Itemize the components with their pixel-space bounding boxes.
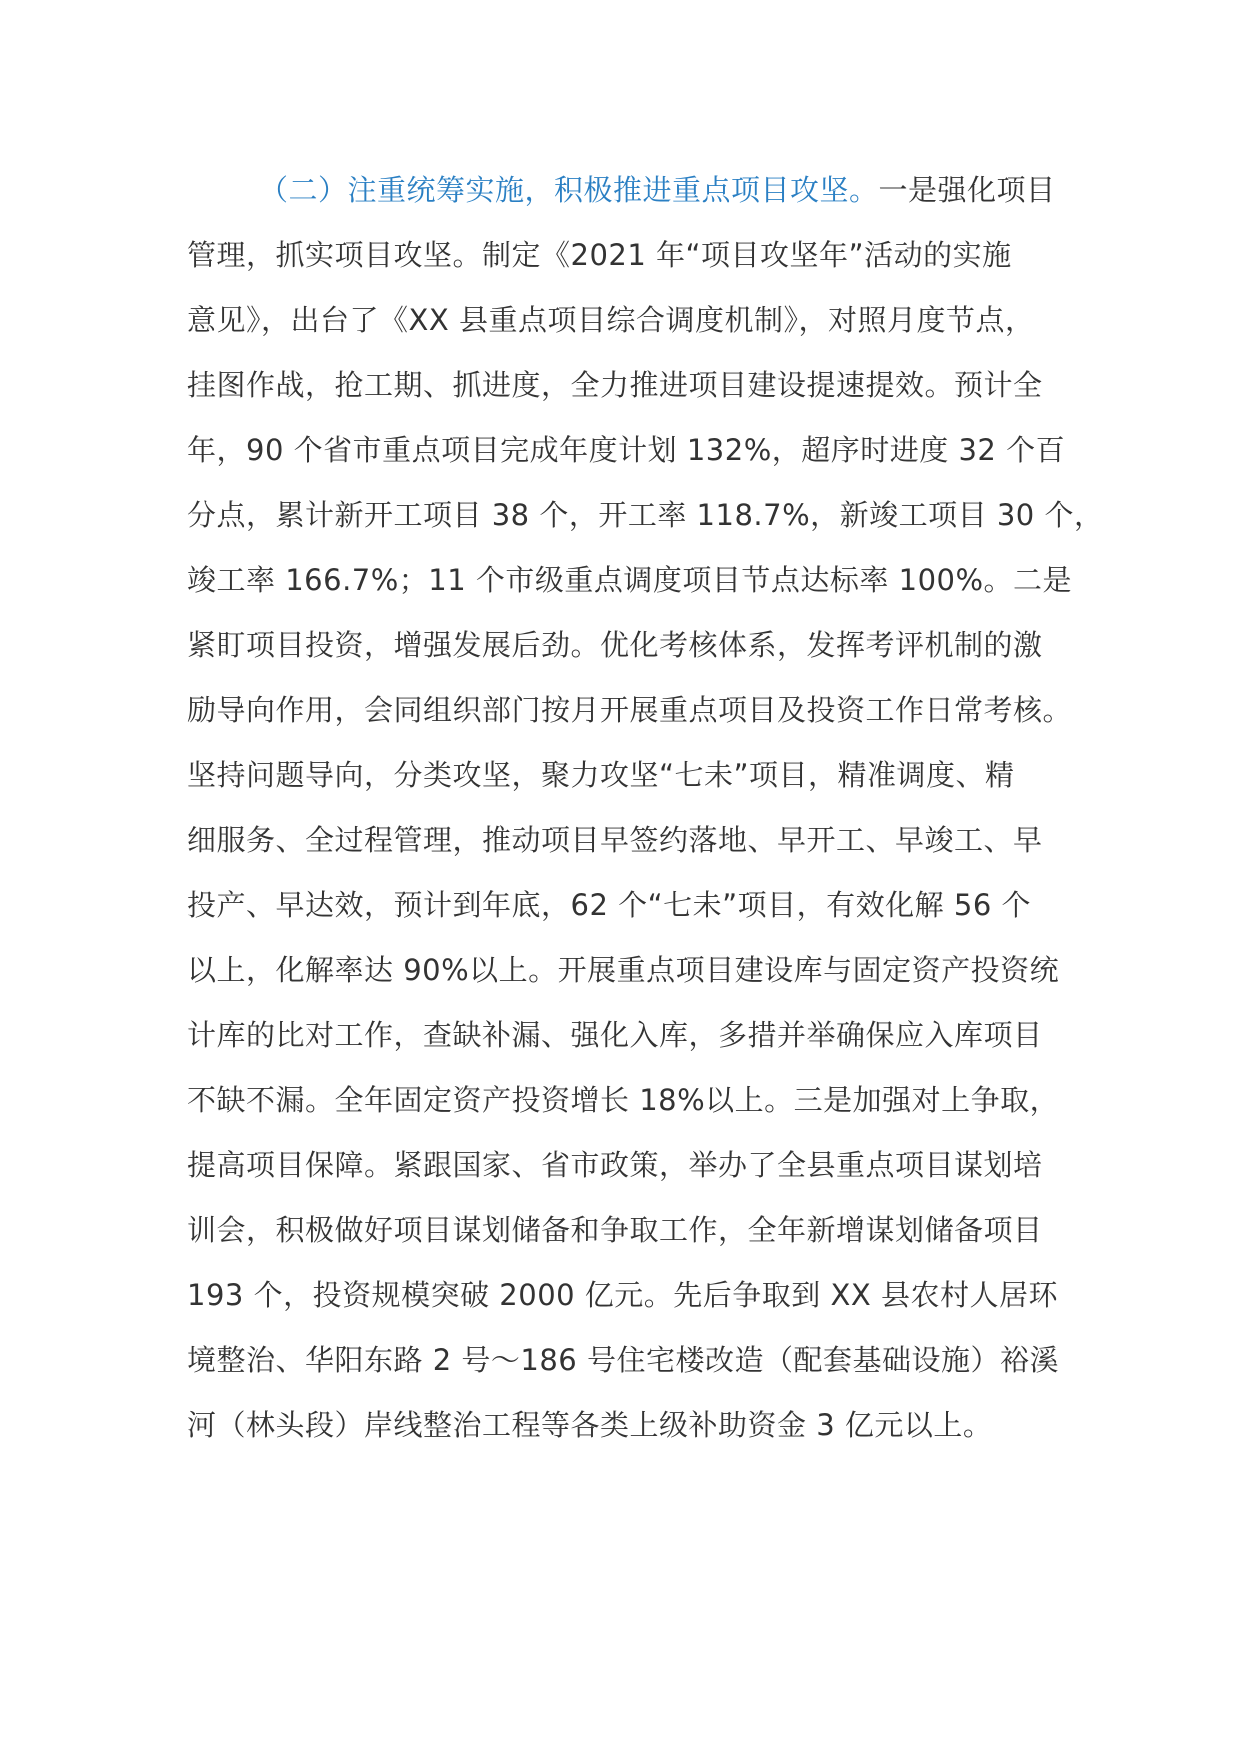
paragraph-line: 年，90 个省市重点项目完成年度计划 132%，超序时进度 32 个百 [187, 433, 1066, 467]
section-heading: （二）注重统筹实施，积极推进重点项目攻坚。 [259, 173, 879, 207]
paragraph-line: 紧盯项目投资，增强发展后劲。优化考核体系，发挥考评机制的激 [187, 628, 1043, 662]
paragraph-line: 不缺不漏。全年固定资产投资增长 18%以上。三是加强对上争取， [187, 1083, 1060, 1117]
paragraph-line: 河（林头段）岸线整治工程等各类上级补助资金 3 亿元以上。 [187, 1408, 993, 1442]
paragraph-text: 一是强化项目 [878, 173, 1056, 207]
document-body [187, 170, 1104, 1470]
paragraph-line: 管理，抓实项目攻坚。制定《2021 年“项目攻坚年”活动的实施 [187, 238, 1012, 272]
paragraph-line: 境整治、华阳东路 2 号～186 号住宅楼改造（配套基础设施）裕溪 [187, 1343, 1059, 1377]
paragraph-line: 细服务、全过程管理，推动项目早签约落地、早开工、早竣工、早 [187, 823, 1043, 857]
paragraph-line: 分点，累计新开工项目 38 个，开工率 118.7%，新竣工项目 30 个， [187, 498, 1104, 532]
paragraph-line: 计库的比对工作，查缺补漏、强化入库，多措并举确保应入库项目 [187, 1018, 1043, 1052]
paragraph-line: 193 个，投资规模突破 2000 亿元。先后争取到 XX 县农村人居环 [187, 1278, 1058, 1312]
paragraph-line: 竣工率 166.7%；11 个市级重点调度项目节点达标率 100%。二是 [187, 563, 1073, 597]
paragraph-line: 投产、早达效，预计到年底，62 个“七未”项目，有效化解 56 个 [187, 888, 1032, 922]
paragraph-line-1 [187, 170, 1067, 235]
paragraph-line: 坚持问题导向，分类攻坚，聚力攻坚“七未”项目，精准调度、精 [187, 758, 1015, 792]
paragraph-line: 挂图作战，抢工期、抓进度，全力推进项目建设提速提效。预计全 [187, 368, 1043, 402]
paragraph-line: 以上，化解率达 90%以上。开展重点项目建设库与固定资产投资统 [187, 953, 1060, 987]
paragraph-line: 训会，积极做好项目谋划储备和争取工作，全年新增谋划储备项目 [187, 1213, 1043, 1247]
paragraph-line: 意见》，出台了《XX 县重点项目综合调度机制》，对照月度节点， [187, 303, 1035, 337]
paragraph-line: 提高项目保障。紧跟国家、省市政策，举办了全县重点项目谋划培 [187, 1148, 1043, 1182]
paragraph-line: 励导向作用，会同组织部门按月开展重点项目及投资工作日常考核。 [187, 693, 1073, 727]
